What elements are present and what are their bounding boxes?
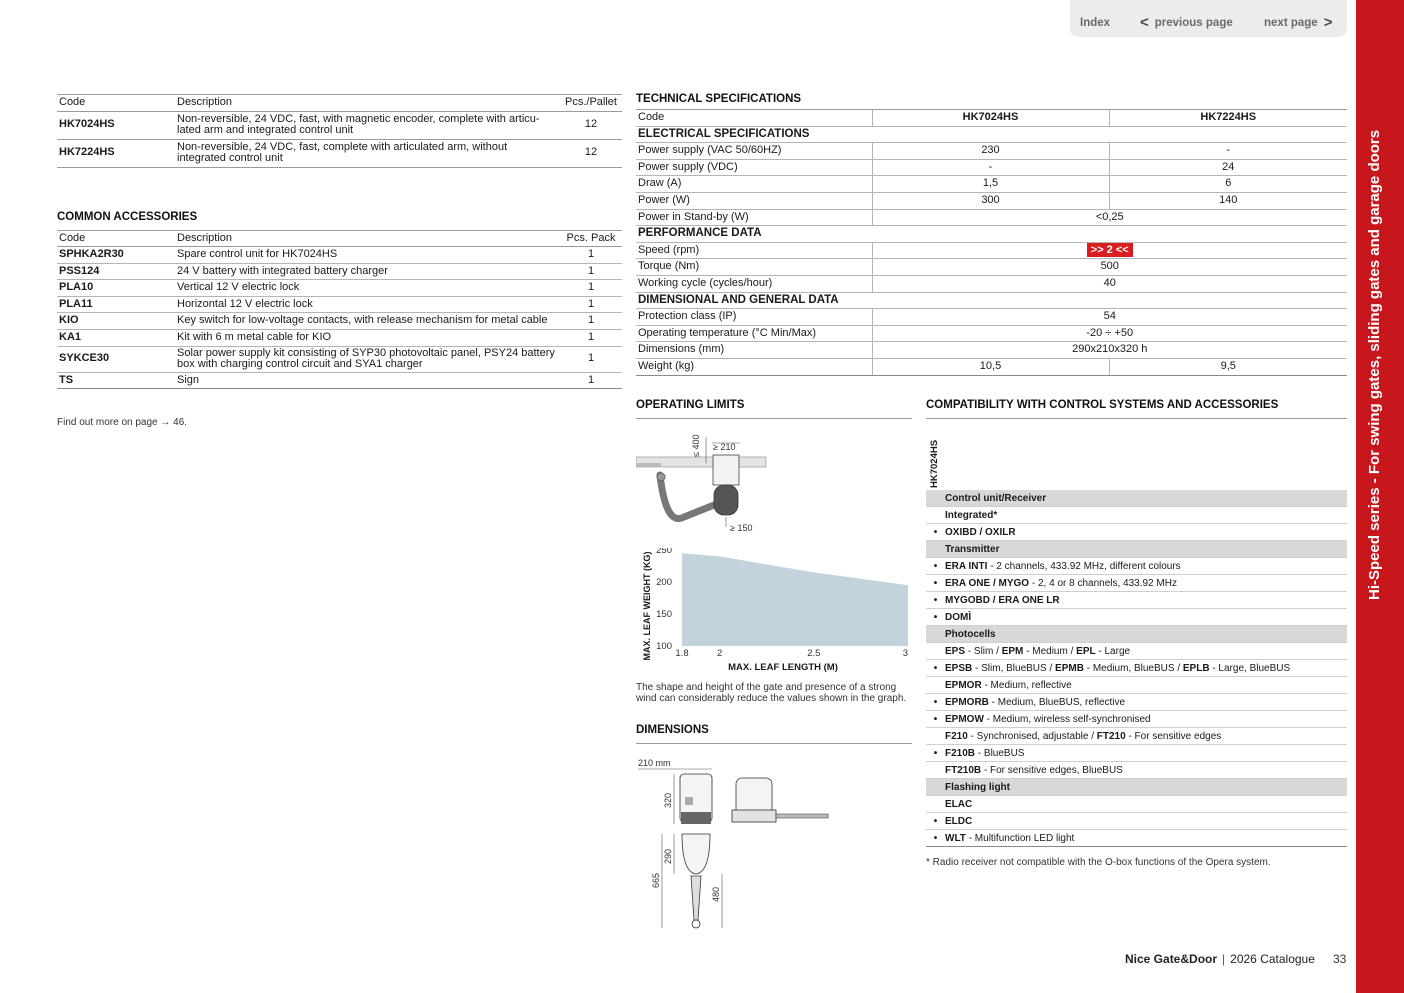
accessory-description: Vertical 12 V electric lock <box>175 280 560 297</box>
accessory-code: PSS124 <box>57 263 175 280</box>
compat-product-code: MYGOBD / ERA ONE LR <box>945 594 1060 606</box>
accessory-pcs: 1 <box>560 263 622 280</box>
compat-title: COMPATIBILITY WITH CONTROL SYSTEMS AND ACCESSORIES <box>926 399 1279 411</box>
header-code: Code <box>57 95 175 112</box>
tech-header-hk7024hs: HK7024HS <box>872 110 1109 127</box>
compat-product-desc: - Multifunction LED light <box>965 832 1075 844</box>
accessory-row <box>57 263 622 280</box>
dimensions-title: DIMENSIONS <box>636 724 709 736</box>
section-rule <box>636 743 912 744</box>
compat-product-desc: - For sensitive edges, BlueBUS <box>981 764 1123 776</box>
chart-area <box>682 553 908 646</box>
accessory-description: Spare control unit for HK7024HS <box>175 247 560 264</box>
accessory-pcs: 1 <box>560 296 622 313</box>
top-navigation <box>1070 0 1347 37</box>
group-label: DIMENSIONAL AND GENERAL DATA <box>636 292 1347 309</box>
row-weight <box>636 358 1347 375</box>
installation-diagram <box>636 435 776 540</box>
accessory-description: Sign <box>175 372 560 389</box>
bullet-icon: • <box>933 696 938 708</box>
dimensions-drawing <box>636 752 836 934</box>
front-detail <box>685 797 693 805</box>
spec-label: Operating temperature (°C Min/Max) <box>636 325 872 342</box>
side-arm <box>776 814 828 818</box>
spec-label: Power in Stand-by (W) <box>636 209 872 226</box>
next-page-link[interactable] <box>1264 15 1332 30</box>
x-tick-label: 2 <box>717 648 723 659</box>
compat-item <box>926 728 1347 745</box>
row-draw <box>636 176 1347 193</box>
header-pcs: Pcs./Pallet <box>560 95 622 112</box>
compat-item <box>926 524 1347 541</box>
compat-product-code: EPMB <box>1055 662 1084 674</box>
dim-label-320: 320 <box>663 792 673 808</box>
compat-product-code: FT210B <box>945 764 982 776</box>
tech-header-code: Code <box>636 110 872 127</box>
accessory-code: SYKCE30 <box>57 346 175 372</box>
header-description: Description <box>175 95 560 112</box>
compat-item-text <box>945 595 1060 606</box>
compat-item-text <box>945 731 1221 742</box>
group-label: PERFORMANCE DATA <box>636 226 1347 243</box>
compat-item-text <box>945 833 1074 844</box>
compat-item-text <box>945 680 1072 691</box>
section-rule <box>926 418 1347 419</box>
find-more-link[interactable]: Find out more on page → 46. <box>57 417 188 428</box>
accessory-code: TS <box>57 372 175 389</box>
bullet-icon: • <box>933 594 938 606</box>
compat-product-code: EPLB <box>1182 662 1210 674</box>
top-arm <box>691 876 701 920</box>
product-description: Non-reversible, 24 VDC, fast, with magnetic encoder, complete with articu-lated arm and integrated control unit <box>175 111 560 139</box>
row-power-supply-vdc <box>636 159 1347 176</box>
product-row <box>57 139 622 167</box>
spec-value: - <box>1109 143 1347 160</box>
compat-item-text <box>945 510 997 521</box>
page-number: 33 <box>1333 952 1347 966</box>
compat-category <box>926 779 1347 796</box>
compat-item <box>926 660 1347 677</box>
compat-product-desc: - Medium / <box>1023 645 1077 657</box>
row-standby <box>636 209 1347 226</box>
header-code: Code <box>57 231 175 247</box>
accessory-row <box>57 296 622 313</box>
compat-item-text <box>945 663 1290 674</box>
section-rule <box>636 418 912 419</box>
spec-label: Protection class (IP) <box>636 309 872 326</box>
next-page-label: next page <box>1264 16 1318 29</box>
accessory-pcs: 1 <box>560 280 622 297</box>
accessory-pcs: 1 <box>560 313 622 330</box>
compat-product-code: EPSB <box>945 662 973 674</box>
gate-leaf <box>636 463 661 467</box>
compat-item <box>926 575 1347 592</box>
compat-category-label: Flashing light <box>945 781 1010 793</box>
tech-spec-table <box>636 109 1347 376</box>
compat-product-code: OXIBD / OXILR <box>945 526 1016 538</box>
compat-product-code: EPS <box>945 645 966 657</box>
compat-product-code: DOMÌ <box>945 611 972 623</box>
motor-cover <box>714 485 738 515</box>
accessory-description: Key switch for low-voltage contacts, with release mechanism for metal cable <box>175 313 560 330</box>
compat-item-text <box>945 646 1130 657</box>
spec-value: 300 <box>872 192 1109 209</box>
spec-value: 9,5 <box>1109 358 1347 375</box>
bullet-icon: • <box>933 560 938 572</box>
accessories-title: COMMON ACCESSORIES <box>57 211 198 223</box>
spec-value: 24 <box>1109 159 1347 176</box>
compat-item-text <box>945 697 1125 708</box>
compat-product-desc: - 2, 4 or 8 channels, 433.92 MHz <box>1029 577 1177 589</box>
row-power-supply-vac <box>636 143 1347 160</box>
compat-item <box>926 643 1347 660</box>
accessory-code: SPHKA2R30 <box>57 247 175 264</box>
compat-product-code: F210B <box>945 747 976 759</box>
accessory-description: 24 V battery with integrated battery charger <box>175 263 560 280</box>
footer-separator: | <box>1222 952 1226 966</box>
group-dimensional <box>636 292 1347 309</box>
row-torque <box>636 259 1347 276</box>
accessory-row <box>57 247 622 264</box>
spec-label: Dimensions (mm) <box>636 342 872 359</box>
compat-item-text <box>945 748 1024 759</box>
compat-category-label: Control unit/Receiver <box>945 492 1047 504</box>
spec-value: 54 <box>872 309 1347 326</box>
product-code: HK7024HS <box>57 111 175 139</box>
arm-pivot <box>657 473 665 481</box>
compat-item-text <box>945 765 1123 776</box>
product-row <box>57 111 622 139</box>
row-speed <box>636 242 1347 259</box>
compat-product-desc: - Large, BlueBUS <box>1209 662 1291 674</box>
spec-value: 500 <box>872 259 1347 276</box>
chart-ylabel: MAX. LEAF WEIGHT (KG) <box>642 551 652 661</box>
articulated-arm <box>660 475 714 519</box>
footer-catalogue: 2026 Catalogue <box>1230 952 1315 966</box>
row-cycle <box>636 275 1347 292</box>
dim-label-210: ≥ 210 <box>713 442 736 452</box>
accessory-row <box>57 280 622 297</box>
y-tick-label: 150 <box>656 609 672 620</box>
compat-item-text <box>945 578 1177 589</box>
accessory-row <box>57 329 622 346</box>
row-power <box>636 192 1347 209</box>
compat-product-code: F210 <box>945 730 968 742</box>
footer-brand: Nice Gate&Door <box>1125 952 1218 966</box>
operating-limits-title: OPERATING LIMITS <box>636 399 745 411</box>
products-table <box>57 94 622 168</box>
compat-category <box>926 626 1347 643</box>
accessory-row <box>57 346 622 372</box>
compat-item <box>926 830 1347 847</box>
footer <box>1125 952 1315 966</box>
compat-list <box>926 490 1347 847</box>
row-ip <box>636 309 1347 326</box>
group-performance <box>636 226 1347 243</box>
side-title: Hi-Speed series - For swing gates, sliding gates and garage doors <box>1366 129 1383 600</box>
spec-value: 1,5 <box>872 176 1109 193</box>
group-electrical <box>636 126 1347 143</box>
speed-highlight: >> 2 << <box>1087 243 1133 257</box>
compat-product-code: ERA INTI <box>945 560 988 572</box>
compat-item <box>926 762 1347 779</box>
index-link[interactable]: Index <box>1080 17 1111 29</box>
compat-item-text <box>945 527 1016 538</box>
dim-label-210mm: 210 mm <box>638 758 671 768</box>
header-pcs: Pcs. Pack <box>560 231 622 247</box>
compat-item <box>926 694 1347 711</box>
compat-product-code: ERA ONE / MYGO <box>945 577 1030 589</box>
accessory-code: KA1 <box>57 329 175 346</box>
compat-item <box>926 796 1347 813</box>
spec-label: Torque (Nm) <box>636 259 872 276</box>
dim-label-480: 480 <box>711 886 721 902</box>
spec-label: Speed (rpm) <box>636 242 872 259</box>
compat-category-label: Transmitter <box>945 543 1000 555</box>
spec-value: 230 <box>872 143 1109 160</box>
bullet-icon: • <box>933 747 938 759</box>
compat-product-code: EPM <box>1001 645 1024 657</box>
dim-label-290: 290 <box>663 848 673 864</box>
accessory-description: Kit with 6 m metal cable for KIO <box>175 329 560 346</box>
compat-product-desc: - Medium, wireless self-synchronised <box>983 713 1151 725</box>
compat-product-code: WLT <box>945 832 966 844</box>
motor-housing <box>713 455 739 485</box>
accessory-code: PLA11 <box>57 296 175 313</box>
chevron-left-icon: < <box>1140 14 1149 31</box>
spec-label: Draw (A) <box>636 176 872 193</box>
chart-xlabel: MAX. LEAF LENGTH (M) <box>728 662 838 673</box>
accessory-description: Horizontal 12 V electric lock <box>175 296 560 313</box>
spec-value: 10,5 <box>872 358 1109 375</box>
previous-page-label: previous page <box>1154 16 1233 29</box>
spec-value: -20 ÷ +50 <box>872 325 1347 342</box>
compat-item <box>926 745 1347 762</box>
row-temp <box>636 325 1347 342</box>
accessory-row <box>57 313 622 330</box>
compat-product-code: EPMORB <box>945 696 989 708</box>
tech-title: TECHNICAL SPECIFICATIONS <box>636 93 802 105</box>
compat-product-code: EPMOW <box>945 713 984 725</box>
y-tick-label: 200 <box>656 577 672 588</box>
spec-label: Power (W) <box>636 192 872 209</box>
accessories-table <box>57 230 622 389</box>
front-base <box>681 812 711 824</box>
compat-product-desc: - Slim / <box>965 645 1002 657</box>
compat-category <box>926 490 1347 507</box>
compat-item-text <box>945 799 972 810</box>
dim-label-400: ≤ 400 <box>691 435 701 457</box>
chevron-right-icon: > <box>1323 14 1333 31</box>
compat-product-desc: - Synchronised, adjustable / <box>967 730 1097 742</box>
compat-product-desc: - For sensitive edges <box>1125 730 1222 742</box>
compat-product-code: ELDC <box>945 815 973 827</box>
compat-product-desc: - BlueBUS <box>975 747 1025 759</box>
compat-item-text <box>945 816 972 827</box>
compat-item <box>926 507 1347 524</box>
accessories-header-row <box>57 231 622 247</box>
compat-item-text <box>945 714 1151 725</box>
spec-label: Power supply (VDC) <box>636 159 872 176</box>
compat-product-code: ELAC <box>945 798 973 810</box>
accessory-code: KIO <box>57 313 175 330</box>
group-label: ELECTRICAL SPECIFICATIONS <box>636 126 1347 143</box>
spec-label: Weight (kg) <box>636 358 872 375</box>
y-tick-label: 100 <box>656 641 672 652</box>
compat-item-text <box>945 561 1181 572</box>
compat-product-code: EPL <box>1076 645 1096 657</box>
compat-item <box>926 711 1347 728</box>
compat-product-code: Integrated* <box>945 509 998 521</box>
compat-product-desc: - Slim, BlueBUS / <box>972 662 1056 674</box>
header-description: Description <box>175 231 560 247</box>
tech-header-row <box>636 110 1347 127</box>
x-tick-label: 3 <box>902 648 908 659</box>
chart-caption: The shape and height of the gate and presence of a strong wind can considerably reduce the values shown in the graph. <box>636 682 907 704</box>
accessory-pcs: 1 <box>560 346 622 372</box>
spec-value: 140 <box>1109 192 1347 209</box>
bullet-icon: • <box>933 611 938 623</box>
bullet-icon: • <box>933 832 938 844</box>
dim-label-665: 665 <box>651 872 661 888</box>
product-code: HK7224HS <box>57 139 175 167</box>
y-tick-label: 250 <box>656 548 672 556</box>
compat-product-desc: - Medium, BlueBUS / <box>1083 662 1183 674</box>
product-pcs: 12 <box>560 111 622 139</box>
x-tick-label: 1.8 <box>675 648 689 659</box>
compat-category-label: Photocells <box>945 628 996 640</box>
x-tick-label: 2.5 <box>807 648 821 659</box>
spec-value-cell <box>872 242 1347 259</box>
tech-header-hk7224hs: HK7224HS <box>1109 110 1347 127</box>
compat-category <box>926 541 1347 558</box>
spec-value: 40 <box>872 275 1347 292</box>
compat-product-desc: - 2 channels, 433.92 MHz, different colours <box>987 560 1181 572</box>
accessory-pcs: 1 <box>560 329 622 346</box>
accessory-pcs: 1 <box>560 247 622 264</box>
accessory-pcs: 1 <box>560 372 622 389</box>
spec-value: - <box>872 159 1109 176</box>
bullet-icon: • <box>933 526 938 538</box>
compat-item <box>926 592 1347 609</box>
compat-item-text <box>945 612 971 623</box>
top-view <box>682 834 710 874</box>
compat-product-desc: - Large <box>1095 645 1131 657</box>
bullet-icon: • <box>933 662 938 674</box>
product-pcs: 12 <box>560 139 622 167</box>
row-dims <box>636 342 1347 359</box>
spec-label: Working cycle (cycles/hour) <box>636 275 872 292</box>
spec-value: 6 <box>1109 176 1347 193</box>
compat-product-desc: - Medium, reflective <box>981 679 1072 691</box>
previous-page-link[interactable] <box>1140 15 1233 30</box>
top-pivot <box>692 920 700 928</box>
spec-value: <0,25 <box>872 209 1347 226</box>
products-header-row <box>57 95 622 112</box>
bullet-icon: • <box>933 815 938 827</box>
side-base <box>732 810 776 822</box>
compat-item <box>926 813 1347 830</box>
spec-value: 290x210x320 h <box>872 342 1347 359</box>
compat-product-code: EPMOR <box>945 679 982 691</box>
compat-model-label: HK7024HS <box>929 439 940 488</box>
accessory-description: Solar power supply kit consisting of SYP30 photovoltaic panel, PSY24 battery box with charging control circuit and SYA1 charger <box>175 346 560 372</box>
compat-product-desc: - Medium, BlueBUS, reflective <box>988 696 1126 708</box>
compat-product-code: FT210 <box>1096 730 1126 742</box>
dim-label-150: ≥ 150 <box>730 523 753 533</box>
spec-label: Power supply (VAC 50/60HZ) <box>636 143 872 160</box>
product-description: Non-reversible, 24 VDC, fast, complete with articulated arm, without integrated control unit <box>175 139 560 167</box>
bullet-icon: • <box>933 577 938 589</box>
compat-item <box>926 558 1347 575</box>
accessory-row <box>57 372 622 389</box>
compat-footnote: * Radio receiver not compatible with the O-box functions of the Opera system. <box>926 857 1271 868</box>
bullet-icon: • <box>933 713 938 725</box>
compat-item <box>926 677 1347 694</box>
leaf-limit-chart <box>636 548 916 676</box>
compat-item <box>926 609 1347 626</box>
accessory-code: PLA10 <box>57 280 175 297</box>
